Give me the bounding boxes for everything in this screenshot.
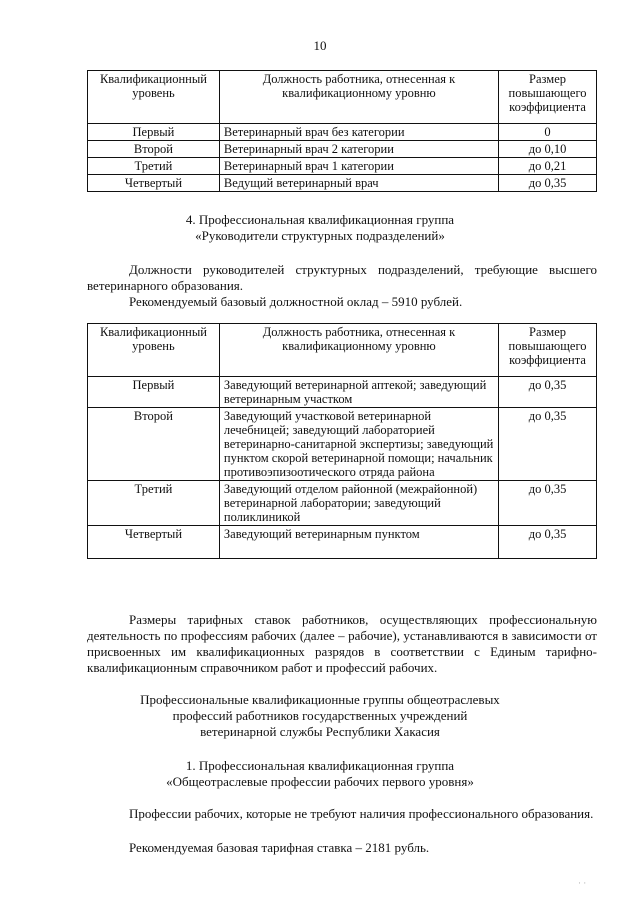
table-header-row <box>88 71 597 124</box>
table-row <box>88 158 597 175</box>
cell-position: Заведующий ветеринарным пунктом <box>219 526 498 559</box>
cell-coefficient: до 0,35 <box>499 408 597 481</box>
table-header-row <box>88 324 597 377</box>
cell-position: Ветеринарный врач без категории <box>219 124 498 141</box>
table-row <box>88 141 597 158</box>
section-1-paragraph-2: Рекомендуемая базовая тарифная ставка – 2181 рубль. <box>129 840 430 855</box>
cell-coefficient: 0 <box>499 124 597 141</box>
cell-position: Ведущий ветеринарный врач <box>219 175 498 192</box>
cell-position: Заведующий участковой ветеринарной лечебницей; заведующий лабораторией ветеринарно-санитарной экспертизы; заведующий пунктом скорой ветеринарной помощи; начальник противоэпизоотического отряда района <box>219 408 498 481</box>
cell-level: Первый <box>88 124 220 141</box>
cell-position: Заведующий отделом районной (межрайонной) ветеринарной лаборатории; заведующий поликлиникой <box>219 481 498 526</box>
cell-level: Четвертый <box>88 526 220 559</box>
groups-heading-line1: Профессиональные квалификационные группы общеотраслевых <box>140 692 500 707</box>
header-level: Квалификационный уровень <box>88 324 220 377</box>
coefficients-table-1 <box>87 70 597 192</box>
section-4-title-line2: «Руководители структурных подразделений» <box>195 228 445 243</box>
cell-position: Заведующий ветеринарной аптекой; заведующий ветеринарным участком <box>219 377 498 408</box>
header-position: Должность работника, отнесенная к квалификационному уровню <box>219 71 498 124</box>
cell-position: Ветеринарный врач 1 категории <box>219 158 498 175</box>
section-4-paragraph-1: Должности руководителей структурных подразделений, требующие высшего ветеринарного образования. <box>87 262 597 293</box>
cell-coefficient: до 0,35 <box>499 526 597 559</box>
cell-level: Третий <box>88 481 220 526</box>
table-row <box>88 408 597 481</box>
section-1-title-line2: «Общеотраслевые профессии рабочих первого уровня» <box>166 774 474 789</box>
header-coefficient: Размер повышающего коэффициента <box>499 324 597 377</box>
header-position: Должность работника, отнесенная к квалификационному уровню <box>219 324 498 377</box>
table-row <box>88 124 597 141</box>
cell-coefficient: до 0,35 <box>499 481 597 526</box>
header-level: Квалификационный уровень <box>88 71 220 124</box>
page-number: 10 <box>313 38 327 53</box>
section-4-paragraph-2: Рекомендуемый базовый должностной оклад – 5910 рублей. <box>129 294 463 309</box>
cell-coefficient: до 0,35 <box>499 377 597 408</box>
coefficients-table-2 <box>87 323 597 559</box>
groups-heading-line2: профессий работников государственных учреждений <box>172 708 468 723</box>
section-4-title-line1: 4. Профессиональная квалификационная группа <box>185 212 455 227</box>
table-row <box>88 175 597 192</box>
cell-coefficient: до 0,21 <box>499 158 597 175</box>
header-coefficient: Размер повышающего коэффициента <box>499 71 597 124</box>
section-4-title <box>0 212 640 244</box>
cell-position: Ветеринарный врач 2 категории <box>219 141 498 158</box>
cell-coefficient: до 0,10 <box>499 141 597 158</box>
scan-mark-icon: · · <box>578 878 587 888</box>
groups-heading-line3: ветеринарной службы Республики Хакасия <box>200 724 440 739</box>
table-row <box>88 481 597 526</box>
cell-level: Четвертый <box>88 175 220 192</box>
section-1-title <box>0 758 640 790</box>
cell-level: Второй <box>88 408 220 481</box>
table-row <box>88 526 597 559</box>
groups-heading <box>0 692 640 740</box>
cell-level: Третий <box>88 158 220 175</box>
table-row <box>88 377 597 408</box>
cell-level: Первый <box>88 377 220 408</box>
section-1-title-line1: 1. Профессиональная квалификационная группа <box>185 758 455 773</box>
section-1-paragraph-1: Профессии рабочих, которые не требуют наличия профессионального образования. <box>129 806 594 821</box>
rates-paragraph: Размеры тарифных ставок работников, осуществляющих профессиональную деятельность по профессиям рабочих (далее – рабочие), устанавливаются в зависимости от присвоенных им квалификационных разрядов в соответствии с Единым тарифно-квалификационным справочником работ и профессий рабочих. <box>87 612 597 675</box>
cell-level: Второй <box>88 141 220 158</box>
cell-coefficient: до 0,35 <box>499 175 597 192</box>
